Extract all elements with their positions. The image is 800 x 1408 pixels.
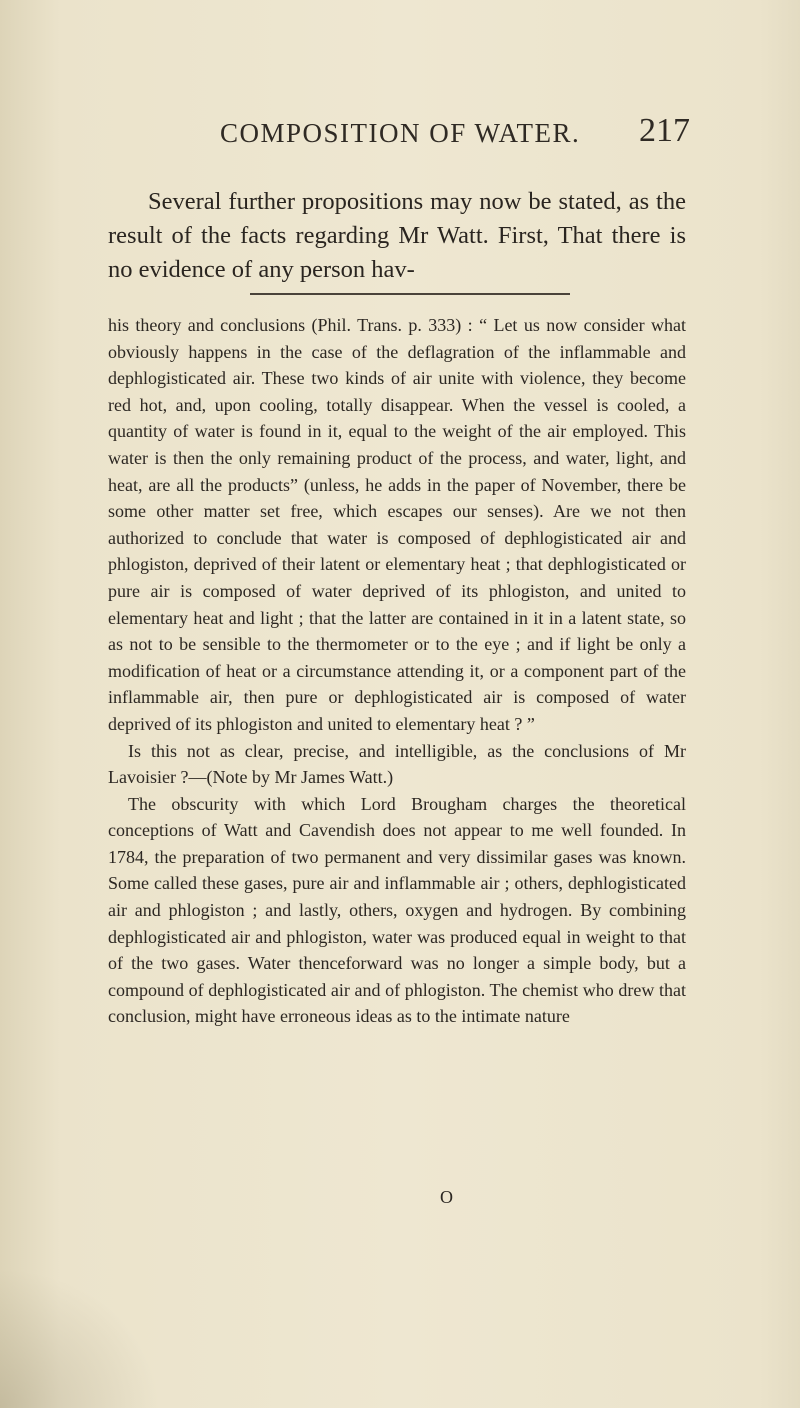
page-number: 217 xyxy=(639,112,690,149)
running-head: COMPOSITION OF WATER. xyxy=(220,118,581,148)
footnote-paragraph-1: his theory and conclusions (Phil. Trans. p. 333) : “ Let us now consider what obviously happens in the case of the deflagration of the inflammable and dephlogisticated air. These two kinds of air unite with violence, they become red hot, and, upon cooling, totally disappear. When the vessel is cooled, a quantity of water is found in it, equal to the weight of the air employed. This water is then the only remaining product of the process, and water, light, and heat, are all the products” (unless, he adds in the paper of November, there be some other matter set free, which escapes our senses). Are we not then authorized to conclude that water is composed of dephlogisticated air and phlogiston, deprived of their latent or elementary heat ; that dephlogisticated or pure air is composed of water deprived of its phlogiston, and united to elementary heat and light ; that the latter are contained in it in a latent state, so as not to be sensible to the thermometer or to the eye ; and if light be only a modification of heat or a circumstance attending it, or a component part of the inflammable air, then pure or dephlogisticated air is composed of water deprived of its phlogiston and united to elementary heat ? ” xyxy=(108,315,686,734)
footnote-paragraph-2: Is this not as clear, precise, and intelligible, as the conclusions of Mr Lavoisier ?—(Note by Mr James Watt.) xyxy=(108,740,686,788)
footnote-divider xyxy=(250,293,570,295)
page-edge-shadow xyxy=(0,1268,160,1408)
main-paragraph: Several further propositions may now be stated, as the result of the facts regarding Mr Watt. First, That there is no evidence of any person hav- xyxy=(108,188,686,283)
footnote-paragraph-3: The obscurity with which Lord Brougham charges the theoretical conceptions of Watt and Cavendish does not appear to me well founded. In 1784, the preparation of two permanent and very dissimilar gases was known. Some called these gases, pure air and inflammable air ; others, dephlogisticated air and phlogiston ; and lastly, others, oxygen and hydrogen. By combining dephlogisticated air and phlogiston, water was produced equal in weight to that of the two gases. Water thenceforward was no longer a simple body, but a compound of dephlogisticated air and of phlogiston. The chemist who drew that conclusion, might have erroneous ideas as to the intimate nature xyxy=(108,793,686,1027)
main-text xyxy=(108,185,686,287)
page-header xyxy=(220,112,690,162)
footnote xyxy=(108,312,686,1030)
signature-mark: O xyxy=(440,1187,453,1207)
